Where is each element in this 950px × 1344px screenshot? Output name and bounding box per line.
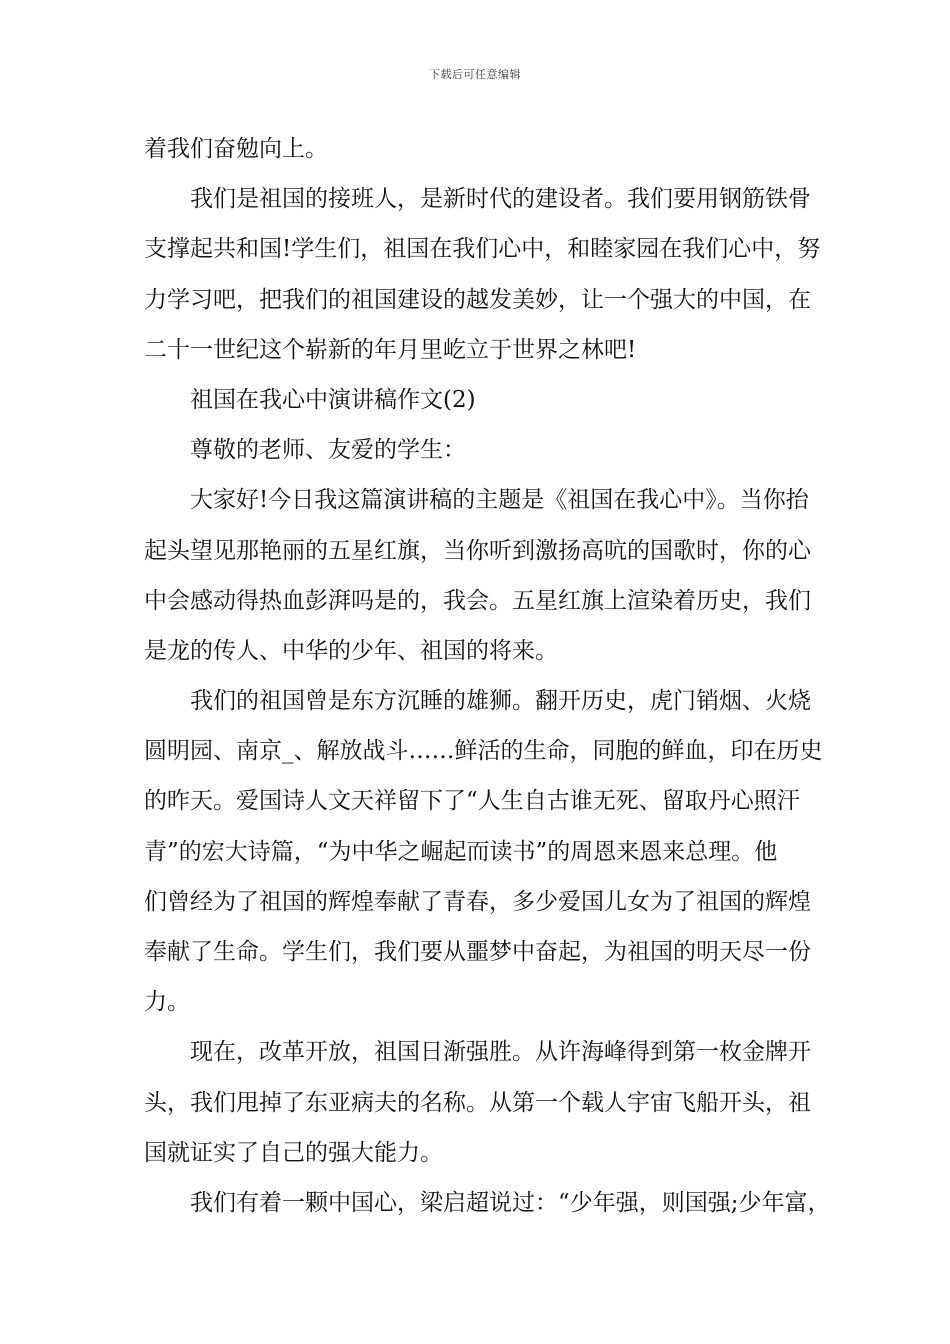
text-line: 起头望见那艳丽的五星红旗，当你听到激扬高吭的国歌时，你的心 [144,537,811,564]
text-line: 奉献了生命。学生们，我们要从噩梦中奋起，为祖国的明天尽一份 [144,939,811,965]
text-line: 着我们奋勉向上。 [144,136,328,162]
text-line: 头，我们甩掉了东亚病夫的名称。从第一个载人宇宙飞船开头，祖 [144,1089,811,1116]
text-line: 支撑起共和国!学生们，祖国在我们心中，和睦家园在我们心中，努 [144,236,821,263]
text-line: 大家好!今日我这篇演讲稿的主题是《祖国在我心中》。当你抬 [190,487,809,514]
text-line: 是龙的传人、中华的少年、祖国的将来。 [144,637,558,664]
text-line: 我们的祖国曾是东方沉睡的雄狮。翻开历史，虎门销烟、火烧 [190,688,811,715]
text-line: 中会感动得热血彭湃吗是的，我会。五星红旗上渲染着历史，我们 [144,587,811,614]
text-line: 们曾经为了祖国的辉煌奉献了青春，多少爱国儿女为了祖国的辉煌 [144,888,811,915]
text-line: 二十一世纪这个崭新的年月里屹立于世界之林吧! [144,336,637,363]
section-title: 祖国在我心中演讲稿作文(2) [190,386,476,413]
text-line: 力。 [144,989,190,1016]
text-line: 我们是祖国的接班人，是新时代的建设者。我们要用钢筋铁骨 [190,186,811,213]
text-line: 力学习吧，把我们的祖国建设的越发美妙，让一个强大的中国，在 [144,286,811,313]
page-header-note: 下载后可任意编辑 [429,68,521,81]
salutation: 尊敬的老师、友爱的学生： [190,437,466,464]
text-line: 的昨天。爱国诗人文天祥留下了“人生自古谁无死、留取丹心照汗 [144,788,800,815]
text-line: 青”的宏大诗篇，“为中华之崛起而读书”的周恩来恩来总理。他 [144,838,778,865]
text-line: 圆明园、南京_、解放战斗……鲜活的生命，同胞的鲜血，印在历史 [144,738,823,765]
text-line: 现在，改革开放，祖国日渐强胜。从许海峰得到第一枚金牌开 [190,1039,811,1066]
text-line: 我们有着一颗中国心，梁启超说过：“少年强，则国强;少年富， [190,1189,831,1216]
text-line: 国就证实了自己的强大能力。 [144,1139,443,1166]
document-body [144,124,831,1228]
